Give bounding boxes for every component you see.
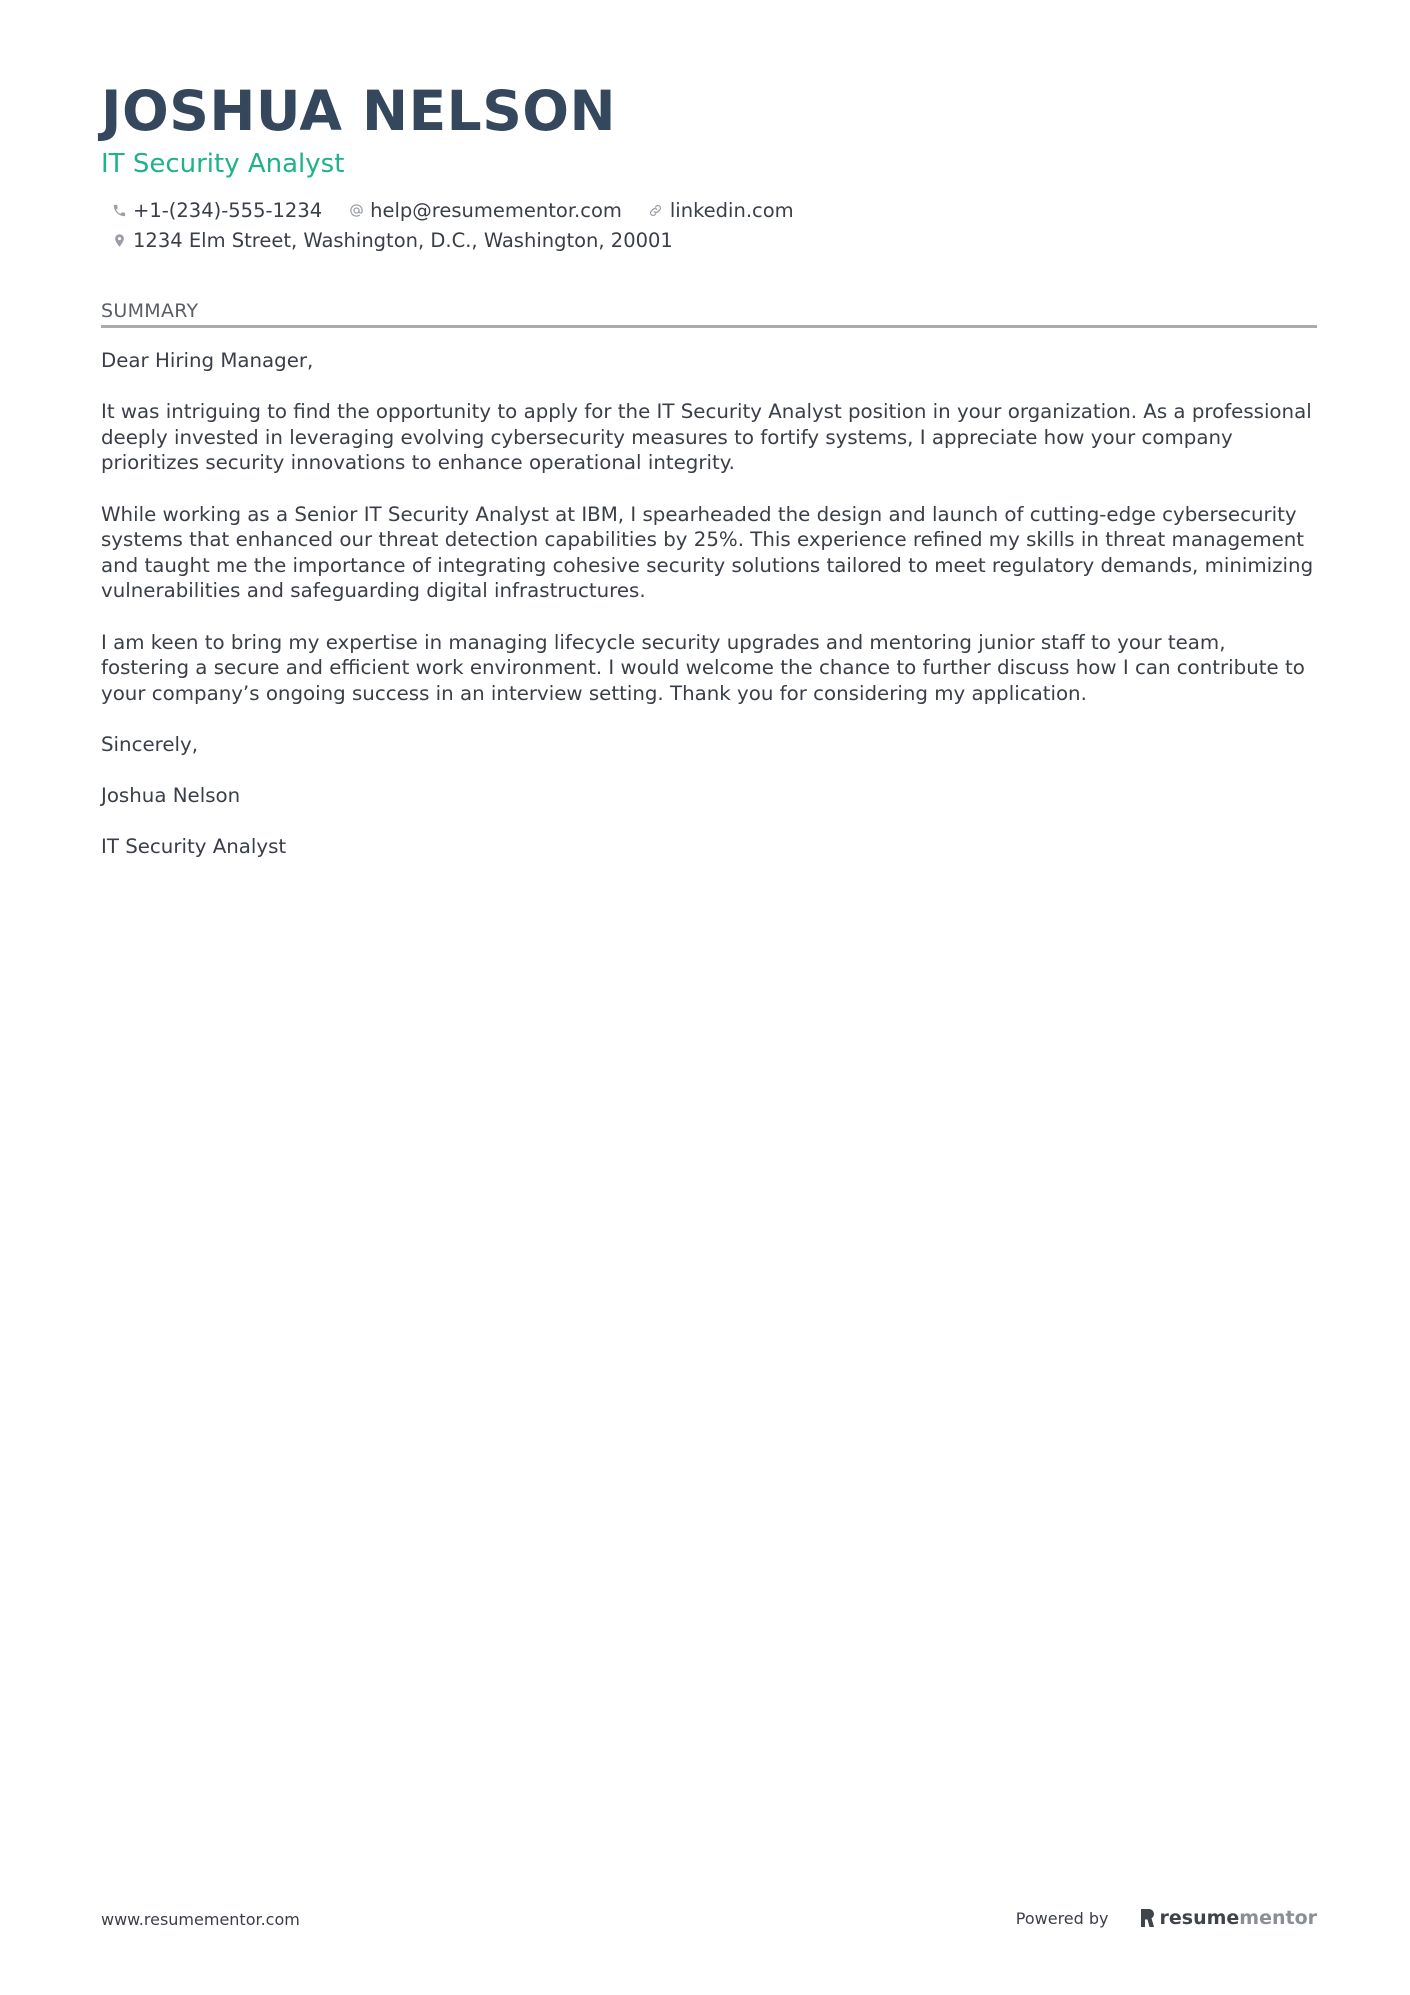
letter-paragraph: I am keen to bring my expertise in managing lifecycle security upgrades and mentoring junior staff to your team, fostering a secure and efficient work environment. I would welcome the chance to further discuss how I can contribute to your company’s ongoing success in an interview setting. Thank you for considering my application.	[101, 630, 1305, 705]
candidate-name: JOSHUA NELSON	[101, 79, 617, 143]
phone-text: +1-(234)-555-1234	[133, 199, 323, 222]
email-text[interactable]: help@resumementor.com	[370, 199, 622, 222]
letter-paragraph: While working as a Senior IT Security Analyst at IBM, I spearheaded the design and launch of cutting-edge cybersecurity systems that enhanced our threat detection capabilities by 25%. This experience refined my skills in threat management and taught me the importance of integrating cohesive security solutions tailored to meet regulatory demands, minimizing vulnerabilities and safeguarding digital infrastructures.	[101, 502, 1314, 603]
signature-name: Joshua Nelson	[101, 784, 241, 808]
contact-website[interactable]	[648, 199, 794, 222]
section-title: SUMMARY	[101, 300, 199, 322]
powered-by	[1016, 1907, 1317, 1929]
footer-url[interactable]: www.resumementor.com	[101, 1910, 300, 1929]
contact-address	[111, 229, 673, 252]
brand-name-part2: mentor	[1239, 1907, 1317, 1929]
letter-paragraph: It was intriguing to find the opportunity to apply for the IT Security Analyst position in your organization. As a professional deeply invested in leveraging evolving cybersecurity measures to fortify systems, I appreciate how your company prioritizes security innovations to enhance operational integrity.	[101, 400, 1312, 475]
brand-name-part1: resume	[1159, 1907, 1240, 1929]
at-icon	[348, 202, 364, 220]
cover-letter-page	[101, 0, 1317, 1995]
address-text: 1234 Elm Street, Washington, D.C., Washington, 20001	[133, 229, 673, 252]
job-title: IT Security Analyst	[101, 149, 345, 179]
signature-title: IT Security Analyst	[101, 835, 287, 859]
website-text[interactable]: linkedin.com	[669, 199, 794, 222]
salutation: Dear Hiring Manager,	[101, 349, 314, 372]
resumementor-logo-icon	[1139, 1907, 1156, 1929]
phone-icon	[111, 202, 127, 220]
letter-body	[101, 348, 1317, 885]
location-pin-icon	[111, 232, 127, 250]
closing: Sincerely,	[101, 732, 198, 756]
contact-row	[111, 199, 820, 222]
brand-logo[interactable]	[1139, 1907, 1318, 1929]
powered-by-label: Powered by	[1015, 1908, 1109, 1928]
link-icon	[648, 202, 664, 220]
contact-email[interactable]	[348, 199, 622, 222]
contact-phone	[111, 199, 322, 222]
section-divider	[101, 325, 1317, 328]
contact-row	[111, 229, 699, 252]
